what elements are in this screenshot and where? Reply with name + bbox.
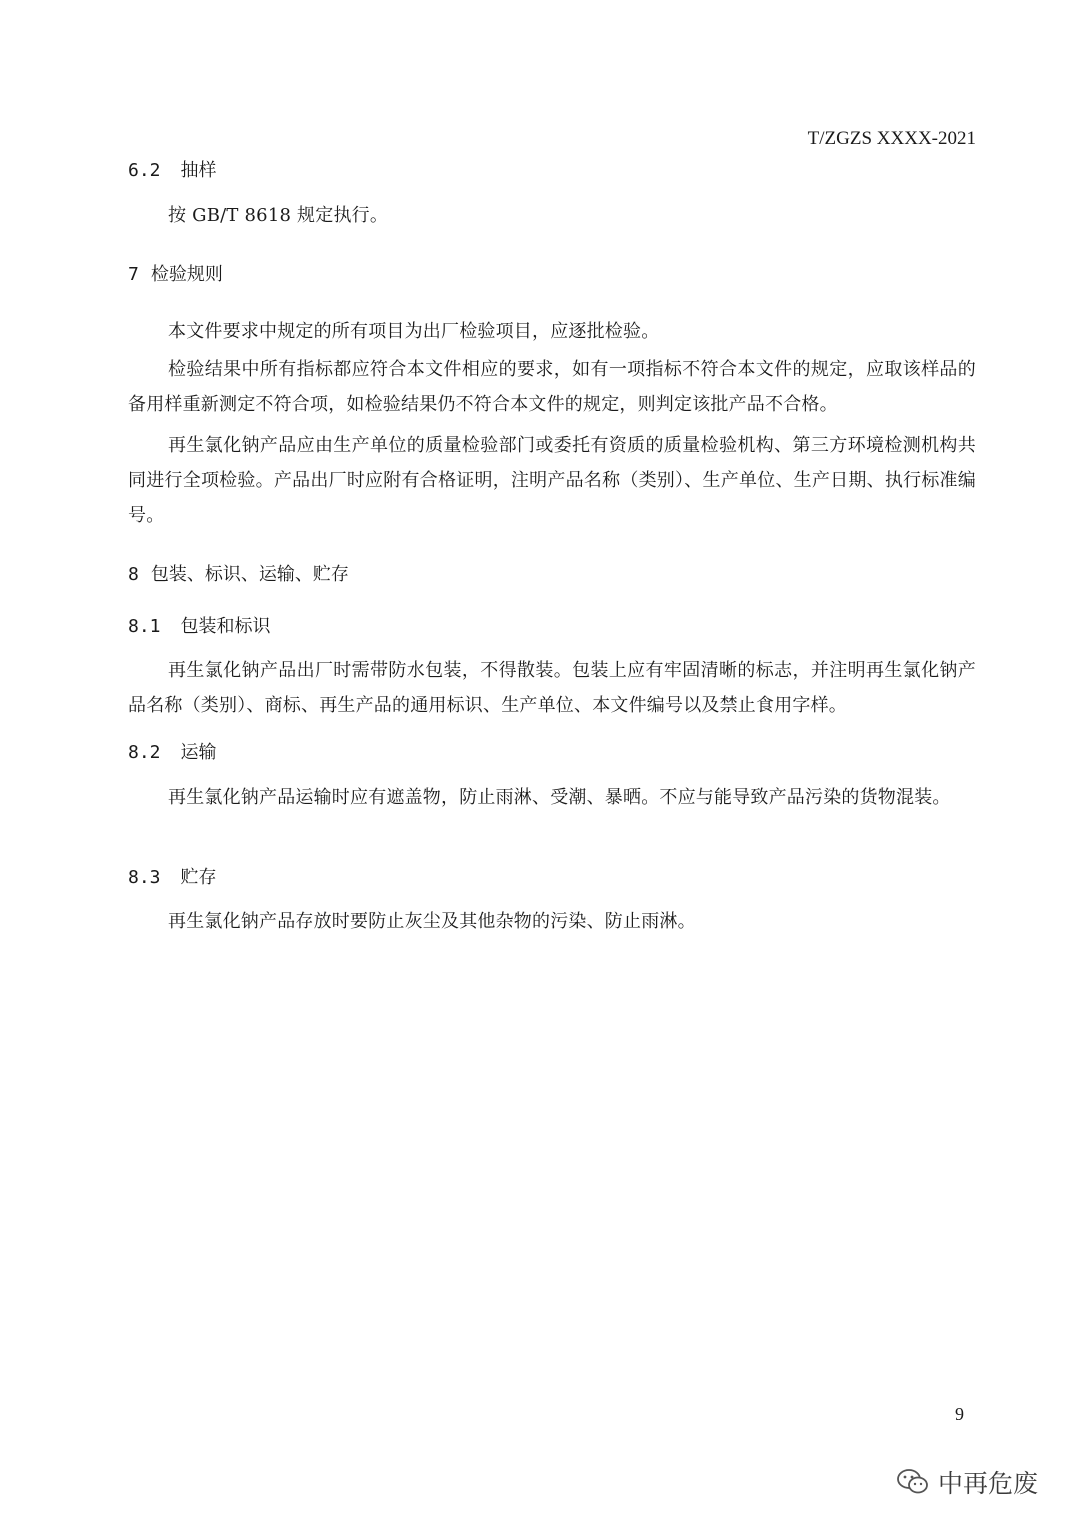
heading-8-3 xyxy=(128,863,217,889)
heading-number: 8.2 xyxy=(128,742,161,763)
wechat-icon xyxy=(896,1467,930,1497)
document-code: T/ZGZS XXXX-2021 xyxy=(807,128,976,149)
heading-number: 8 xyxy=(128,564,139,585)
heading-number: 8.1 xyxy=(128,616,161,637)
paragraph-7-1: 本文件要求中规定的所有项目为出厂检验项目，应逐批检验。 xyxy=(168,321,660,342)
heading-title: 抽样 xyxy=(180,160,217,181)
paragraph-6-2: 按 GB/T 8618 规定执行。 xyxy=(168,205,389,226)
paragraph-8-1: 再生氯化钠产品出厂时需带防水包装，不得散装。包装上应有牢固清晰的标志，并注明再生氯化钠产品名称（类别）、商标、再生产品的通用标识、生产单位、本文件编号以及禁止食用字样。 xyxy=(128,660,976,716)
heading-number: 7 xyxy=(128,264,139,285)
paragraph-8-2: 再生氯化钠产品运输时应有遮盖物，防止雨淋、受潮、暴晒。不应与能导致产品污染的货物混装。 xyxy=(168,787,951,808)
heading-8-2 xyxy=(128,738,217,764)
heading-7 xyxy=(128,260,223,286)
heading-title: 包装和标识 xyxy=(180,616,271,637)
heading-title: 贮存 xyxy=(180,867,217,888)
heading-number: 6.2 xyxy=(128,160,161,181)
watermark xyxy=(896,1462,1038,1502)
watermark-text: 中再危废 xyxy=(938,1469,1039,1498)
heading-8 xyxy=(128,560,349,586)
paragraph-7-2: 检验结果中所有指标都应符合本文件相应的要求，如有一项指标不符合本文件的规定，应取该样品的备用样重新测定不符合项，如检验结果仍不符合本文件的规定，则判定该批产品不合格。 xyxy=(128,359,976,415)
heading-title: 包装、标识、运输、贮存 xyxy=(150,564,349,585)
heading-6-2 xyxy=(128,156,217,182)
page-number: 9 xyxy=(955,1404,964,1424)
paragraph-8-3: 再生氯化钠产品存放时要防止灰尘及其他杂物的污染、防止雨淋。 xyxy=(168,911,696,932)
heading-title: 检验规则 xyxy=(150,264,223,285)
heading-title: 运输 xyxy=(180,742,217,763)
heading-number: 8.3 xyxy=(128,867,161,888)
paragraph-7-3: 再生氯化钠产品应由生产单位的质量检验部门或委托有资质的质量检验机构、第三方环境检测机构共同进行全项检验。产品出厂时应附有合格证明，注明产品名称（类别）、生产单位、生产日期、执行标准编号。 xyxy=(128,435,976,526)
heading-8-1 xyxy=(128,612,271,638)
